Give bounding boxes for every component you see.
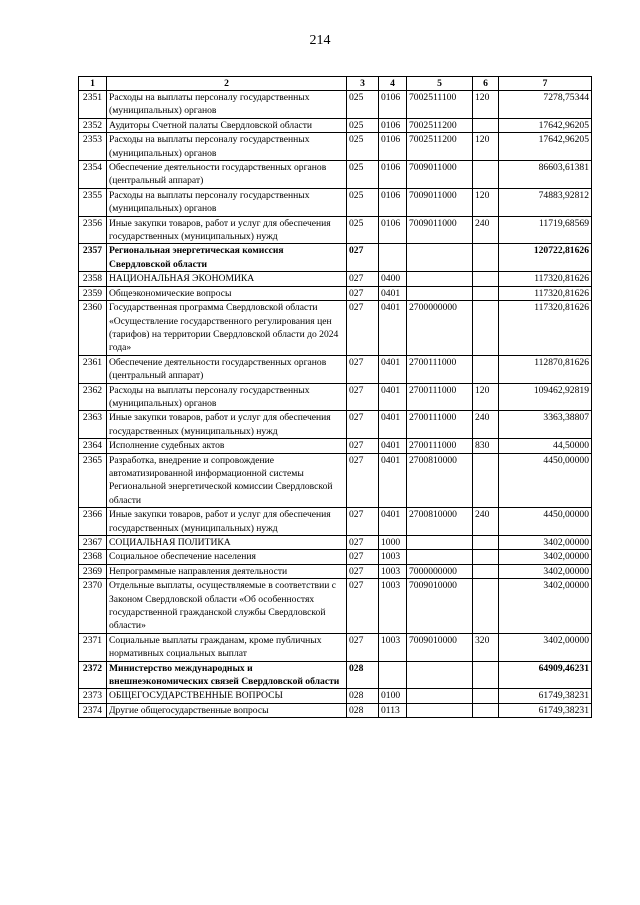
target-article-cell: 7009011000 xyxy=(407,216,473,244)
table-row xyxy=(79,91,592,119)
amount-cell: 7278,75344 xyxy=(499,91,592,119)
row-number-cell: 2354 xyxy=(79,161,107,189)
item-name-cell: Разработка, внедрение и сопровождение автоматизированной информационной системы Региональной энергетической комиссии Свердловской области xyxy=(107,453,347,508)
ministry-code-cell: 025 xyxy=(347,161,379,189)
target-article-cell xyxy=(407,536,473,550)
target-article-cell xyxy=(407,272,473,286)
ministry-code-cell: 027 xyxy=(347,579,379,634)
amount-cell: 4450,00000 xyxy=(499,508,592,536)
item-name-cell: Социальное обеспечение населения xyxy=(107,550,347,564)
target-article-cell: 2700111000 xyxy=(407,383,473,411)
ministry-code-cell: 027 xyxy=(347,301,379,356)
item-name-cell: Обеспечение деятельности государственных органов (центральный аппарат) xyxy=(107,161,347,189)
expense-type-cell xyxy=(473,286,499,300)
table-header-row xyxy=(79,77,592,91)
target-article-cell xyxy=(407,689,473,703)
amount-cell: 61749,38231 xyxy=(499,703,592,717)
section-code-cell: 0106 xyxy=(379,133,407,161)
table-row xyxy=(79,272,592,286)
row-number-cell: 2371 xyxy=(79,633,107,661)
expense-type-cell: 240 xyxy=(473,216,499,244)
table-row xyxy=(79,133,592,161)
expense-type-cell xyxy=(473,301,499,356)
item-name-cell: Исполнение судебных актов xyxy=(107,439,347,453)
section-code-cell: 0401 xyxy=(379,355,407,383)
expense-type-cell: 240 xyxy=(473,508,499,536)
amount-cell: 3402,00000 xyxy=(499,579,592,634)
expense-type-cell xyxy=(473,244,499,272)
amount-cell: 3402,00000 xyxy=(499,550,592,564)
amount-cell: 61749,38231 xyxy=(499,689,592,703)
section-code-cell: 1000 xyxy=(379,536,407,550)
ministry-code-cell: 027 xyxy=(347,453,379,508)
expense-type-cell xyxy=(473,689,499,703)
row-number-cell: 2362 xyxy=(79,383,107,411)
table-row xyxy=(79,188,592,216)
amount-cell: 17642,96205 xyxy=(499,118,592,132)
table-row xyxy=(79,118,592,132)
column-header: 5 xyxy=(407,77,473,91)
ministry-code-cell: 025 xyxy=(347,188,379,216)
item-name-cell: Министерство международных и внешнеэкономических связей Свердловской области xyxy=(107,661,347,689)
section-code-cell: 0401 xyxy=(379,439,407,453)
expense-type-cell xyxy=(473,579,499,634)
amount-cell: 64909,46231 xyxy=(499,661,592,689)
table-row xyxy=(79,536,592,550)
target-article-cell: 2700111000 xyxy=(407,439,473,453)
ministry-code-cell: 027 xyxy=(347,508,379,536)
table-row xyxy=(79,453,592,508)
table-body xyxy=(79,91,592,718)
row-number-cell: 2352 xyxy=(79,118,107,132)
section-code-cell: 1003 xyxy=(379,550,407,564)
table-row xyxy=(79,579,592,634)
ministry-code-cell: 025 xyxy=(347,133,379,161)
item-name-cell: Другие общегосударственные вопросы xyxy=(107,703,347,717)
expense-type-cell: 830 xyxy=(473,439,499,453)
ministry-code-cell: 027 xyxy=(347,355,379,383)
item-name-cell: Обеспечение деятельности государственных органов (центральный аппарат) xyxy=(107,355,347,383)
ministry-code-cell: 027 xyxy=(347,244,379,272)
section-code-cell: 0401 xyxy=(379,301,407,356)
item-name-cell: ОБЩЕГОСУДАРСТВЕННЫЕ ВОПРОСЫ xyxy=(107,689,347,703)
row-number-cell: 2372 xyxy=(79,661,107,689)
section-code-cell xyxy=(379,661,407,689)
row-number-cell: 2369 xyxy=(79,564,107,578)
target-article-cell: 2700111000 xyxy=(407,355,473,383)
expense-type-cell: 120 xyxy=(473,91,499,119)
row-number-cell: 2356 xyxy=(79,216,107,244)
ministry-code-cell: 028 xyxy=(347,703,379,717)
section-code-cell: 0400 xyxy=(379,272,407,286)
amount-cell: 117320,81626 xyxy=(499,301,592,356)
row-number-cell: 2359 xyxy=(79,286,107,300)
ministry-code-cell: 028 xyxy=(347,689,379,703)
expense-type-cell xyxy=(473,550,499,564)
ministry-code-cell: 027 xyxy=(347,536,379,550)
ministry-code-cell: 027 xyxy=(347,633,379,661)
item-name-cell: СОЦИАЛЬНАЯ ПОЛИТИКА xyxy=(107,536,347,550)
expense-type-cell xyxy=(473,453,499,508)
row-number-cell: 2358 xyxy=(79,272,107,286)
table-row xyxy=(79,161,592,189)
section-code-cell xyxy=(379,244,407,272)
item-name-cell: Иные закупки товаров, работ и услуг для обеспечения государственных (муниципальных) нужд xyxy=(107,216,347,244)
target-article-cell xyxy=(407,703,473,717)
ministry-code-cell: 027 xyxy=(347,550,379,564)
section-code-cell: 0401 xyxy=(379,411,407,439)
amount-cell: 112870,81626 xyxy=(499,355,592,383)
expense-type-cell xyxy=(473,564,499,578)
section-code-cell: 0113 xyxy=(379,703,407,717)
item-name-cell: Социальные выплаты гражданам, кроме публичных нормативных социальных выплат xyxy=(107,633,347,661)
table-row xyxy=(79,689,592,703)
table-row xyxy=(79,383,592,411)
target-article-cell: 7009011000 xyxy=(407,188,473,216)
amount-cell: 11719,68569 xyxy=(499,216,592,244)
target-article-cell: 7002511200 xyxy=(407,133,473,161)
table-row xyxy=(79,216,592,244)
expense-type-cell: 240 xyxy=(473,411,499,439)
target-article-cell: 2700111000 xyxy=(407,411,473,439)
expense-type-cell: 320 xyxy=(473,633,499,661)
amount-cell: 74883,92812 xyxy=(499,188,592,216)
section-code-cell: 0100 xyxy=(379,689,407,703)
table-row xyxy=(79,564,592,578)
row-number-cell: 2364 xyxy=(79,439,107,453)
expense-type-cell: 120 xyxy=(473,188,499,216)
target-article-cell: 7009010000 xyxy=(407,579,473,634)
amount-cell: 3402,00000 xyxy=(499,536,592,550)
table-row xyxy=(79,439,592,453)
expense-type-cell: 120 xyxy=(473,133,499,161)
ministry-code-cell: 027 xyxy=(347,411,379,439)
item-name-cell: Расходы на выплаты персоналу государственных (муниципальных) органов xyxy=(107,383,347,411)
column-header: 4 xyxy=(379,77,407,91)
row-number-cell: 2355 xyxy=(79,188,107,216)
ministry-code-cell: 025 xyxy=(347,216,379,244)
ministry-code-cell: 027 xyxy=(347,272,379,286)
column-header: 1 xyxy=(79,77,107,91)
page-number: 214 xyxy=(309,33,331,48)
table-row xyxy=(79,286,592,300)
expense-type-cell xyxy=(473,272,499,286)
section-code-cell: 0106 xyxy=(379,91,407,119)
table-row xyxy=(79,703,592,717)
amount-cell: 3363,38807 xyxy=(499,411,592,439)
table-row xyxy=(79,301,592,356)
target-article-cell: 7009011000 xyxy=(407,161,473,189)
target-article-cell xyxy=(407,550,473,564)
amount-cell: 117320,81626 xyxy=(499,272,592,286)
target-article-cell: 2700000000 xyxy=(407,301,473,356)
table-row xyxy=(79,550,592,564)
expense-type-cell xyxy=(473,703,499,717)
item-name-cell: Региональная энергетическая комиссия Свердловской области xyxy=(107,244,347,272)
amount-cell: 3402,00000 xyxy=(499,564,592,578)
table-row xyxy=(79,355,592,383)
amount-cell: 17642,96205 xyxy=(499,133,592,161)
column-header: 7 xyxy=(499,77,592,91)
ministry-code-cell: 025 xyxy=(347,91,379,119)
target-article-cell: 2700810000 xyxy=(407,453,473,508)
row-number-cell: 2374 xyxy=(79,703,107,717)
amount-cell: 109462,92819 xyxy=(499,383,592,411)
table-row xyxy=(79,411,592,439)
item-name-cell: Отдельные выплаты, осуществляемые в соответствии с Законом Свердловской области «Об особенностях государственной гражданской службы Свердловской области» xyxy=(107,579,347,634)
item-name-cell: НАЦИОНАЛЬНАЯ ЭКОНОМИКА xyxy=(107,272,347,286)
table-row xyxy=(79,633,592,661)
row-number-cell: 2357 xyxy=(79,244,107,272)
section-code-cell: 1003 xyxy=(379,633,407,661)
item-name-cell: Расходы на выплаты персоналу государственных (муниципальных) органов xyxy=(107,91,347,119)
target-article-cell: 2700810000 xyxy=(407,508,473,536)
row-number-cell: 2368 xyxy=(79,550,107,564)
expense-type-cell xyxy=(473,161,499,189)
section-code-cell: 1003 xyxy=(379,564,407,578)
item-name-cell: Иные закупки товаров, работ и услуг для обеспечения государственных (муниципальных) нужд xyxy=(107,508,347,536)
row-number-cell: 2370 xyxy=(79,579,107,634)
amount-cell: 4450,00000 xyxy=(499,453,592,508)
section-code-cell: 0106 xyxy=(379,216,407,244)
column-header: 3 xyxy=(347,77,379,91)
expense-type-cell xyxy=(473,355,499,383)
row-number-cell: 2351 xyxy=(79,91,107,119)
amount-cell: 44,50000 xyxy=(499,439,592,453)
row-number-cell: 2365 xyxy=(79,453,107,508)
ministry-code-cell: 027 xyxy=(347,439,379,453)
item-name-cell: Расходы на выплаты персоналу государственных (муниципальных) органов xyxy=(107,133,347,161)
row-number-cell: 2361 xyxy=(79,355,107,383)
ministry-code-cell: 027 xyxy=(347,383,379,411)
row-number-cell: 2367 xyxy=(79,536,107,550)
table-row xyxy=(79,244,592,272)
section-code-cell: 0401 xyxy=(379,453,407,508)
section-code-cell: 0401 xyxy=(379,508,407,536)
section-code-cell: 0401 xyxy=(379,286,407,300)
expense-type-cell xyxy=(473,661,499,689)
section-code-cell: 0401 xyxy=(379,383,407,411)
target-article-cell: 7002511200 xyxy=(407,118,473,132)
section-code-cell: 0106 xyxy=(379,118,407,132)
target-article-cell: 7009010000 xyxy=(407,633,473,661)
target-article-cell xyxy=(407,661,473,689)
row-number-cell: 2373 xyxy=(79,689,107,703)
section-code-cell: 0106 xyxy=(379,161,407,189)
row-number-cell: 2366 xyxy=(79,508,107,536)
target-article-cell: 7000000000 xyxy=(407,564,473,578)
row-number-cell: 2353 xyxy=(79,133,107,161)
table-row xyxy=(79,661,592,689)
section-code-cell: 0106 xyxy=(379,188,407,216)
row-number-cell: 2363 xyxy=(79,411,107,439)
expense-type-cell xyxy=(473,536,499,550)
ministry-code-cell: 027 xyxy=(347,564,379,578)
target-article-cell xyxy=(407,244,473,272)
column-header: 2 xyxy=(107,77,347,91)
section-code-cell: 1003 xyxy=(379,579,407,634)
ministry-code-cell: 027 xyxy=(347,286,379,300)
amount-cell: 86603,61381 xyxy=(499,161,592,189)
item-name-cell: Общеэкономические вопросы xyxy=(107,286,347,300)
target-article-cell xyxy=(407,286,473,300)
expense-type-cell: 120 xyxy=(473,383,499,411)
item-name-cell: Расходы на выплаты персоналу государственных (муниципальных) органов xyxy=(107,188,347,216)
ministry-code-cell: 025 xyxy=(347,118,379,132)
item-name-cell: Аудиторы Счетной палаты Свердловской области xyxy=(107,118,347,132)
expense-type-cell xyxy=(473,118,499,132)
column-header: 6 xyxy=(473,77,499,91)
ministry-code-cell: 028 xyxy=(347,661,379,689)
amount-cell: 120722,81626 xyxy=(499,244,592,272)
item-name-cell: Иные закупки товаров, работ и услуг для обеспечения государственных (муниципальных) нужд xyxy=(107,411,347,439)
table-row xyxy=(79,508,592,536)
row-number-cell: 2360 xyxy=(79,301,107,356)
item-name-cell: Государственная программа Свердловской области «Осуществление государственного регулирования цен (тарифов) на территории Свердловской области до 2024 года» xyxy=(107,301,347,356)
amount-cell: 3402,00000 xyxy=(499,633,592,661)
budget-table xyxy=(78,76,592,718)
target-article-cell: 7002511100 xyxy=(407,91,473,119)
item-name-cell: Непрограммные направления деятельности xyxy=(107,564,347,578)
amount-cell: 117320,81626 xyxy=(499,286,592,300)
